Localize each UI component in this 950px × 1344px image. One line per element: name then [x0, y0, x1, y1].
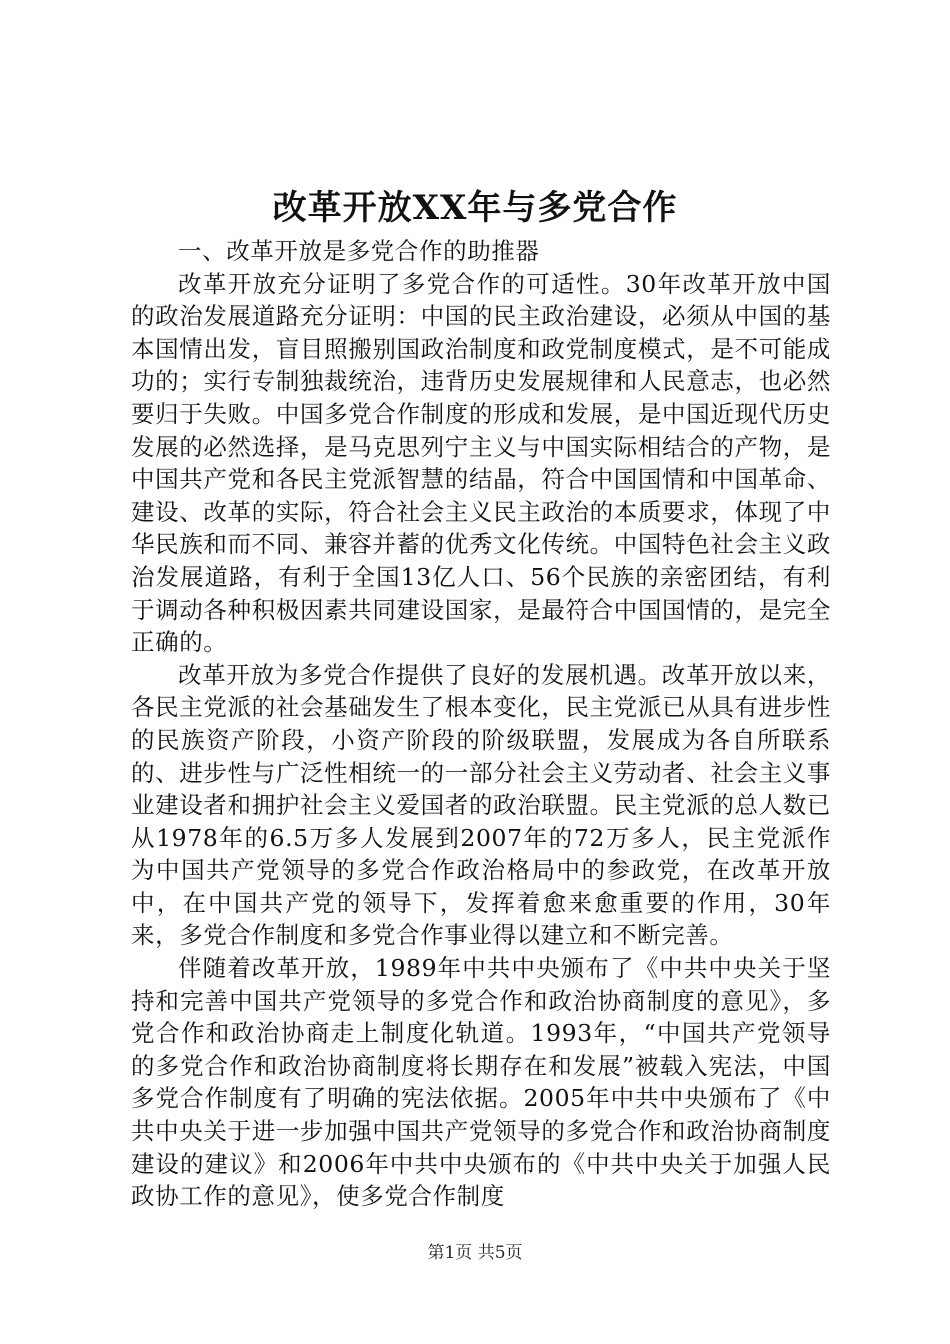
- section-heading: 一、改革开放是多党合作的助推器: [178, 237, 540, 265]
- document-title: 改革开放XX年与多党合作: [272, 188, 678, 228]
- paragraph-1: 改革开放充分证明了多党合作的可适性。30年改革开放中国的政治发展道路充分证明：中国的民主政治建设，必须从中国的基本国情出发，盲目照搬别国政治制度和政党制度模式，是不可能成功的；实行专制独裁统治，违背历史发展规律和人民意志，也必然要归于失败。中国多党合作制度的形成和发展，是中国近现代历史发展的必然选择，是马克思列宁主义与中国实际相结合的产物，是中国共产党和各民主党派智慧的结晶，符合中国国情和中国革命、建设、改革的实际，符合社会主义民主政治的本质要求，体现了中华民族和而不同、兼容并蓄的优秀文化传统。中国特色社会主义政治发展道路，有利于全国13亿人口、56个民族的亲密团结，有利于调动各种积极因素共同建设国家，是最符合中国国情的，是完全正确的。: [131, 269, 831, 657]
- paragraph-2: 改革开放为多党合作提供了良好的发展机遇。改革开放以来，各民主党派的社会基础发生了根本变化，民主党派已从具有进步性的民族资产阶段，小资产阶段的阶级联盟，发展成为各自所联系的、进步性与广泛性相统一的一部分社会主义劳动者、社会主义事业建设者和拥护社会主义爱国者的政治联盟。民主党派的总人数已从1978年的6.5万多人发展到2007年的72万多人，民主党派作为中国共产党领导的多党合作政治格局中的参政党，在改革开放中，在中国共产党的领导下，发挥着愈来愈重要的作用，30年来，多党合作制度和多党合作事业得以建立和不断完善。: [131, 660, 831, 950]
- page-number-footer: 第1页 共5页: [427, 1243, 523, 1263]
- document-body: [131, 235, 831, 1213]
- paragraph-3: 伴随着改革开放，1989年中共中央颁布了《中共中央关于坚持和完善中国共产党领导的多党合作和政治协商制度的意见》，多党合作和政治协商走上制度化轨道。1993年，“中国共产党领导的多党合作和政治协商制度将长期存在和发展”被载入宪法，中国多党合作制度有了明确的宪法依据。2005年中共中央颁布了《中共中央关于进一步加强中国共产党领导的多党合作和政治协商制度建设的建议》和2006年中共中央颁布的《中共中央关于加强人民政协工作的意见》，使多党合作制度: [131, 954, 831, 1211]
